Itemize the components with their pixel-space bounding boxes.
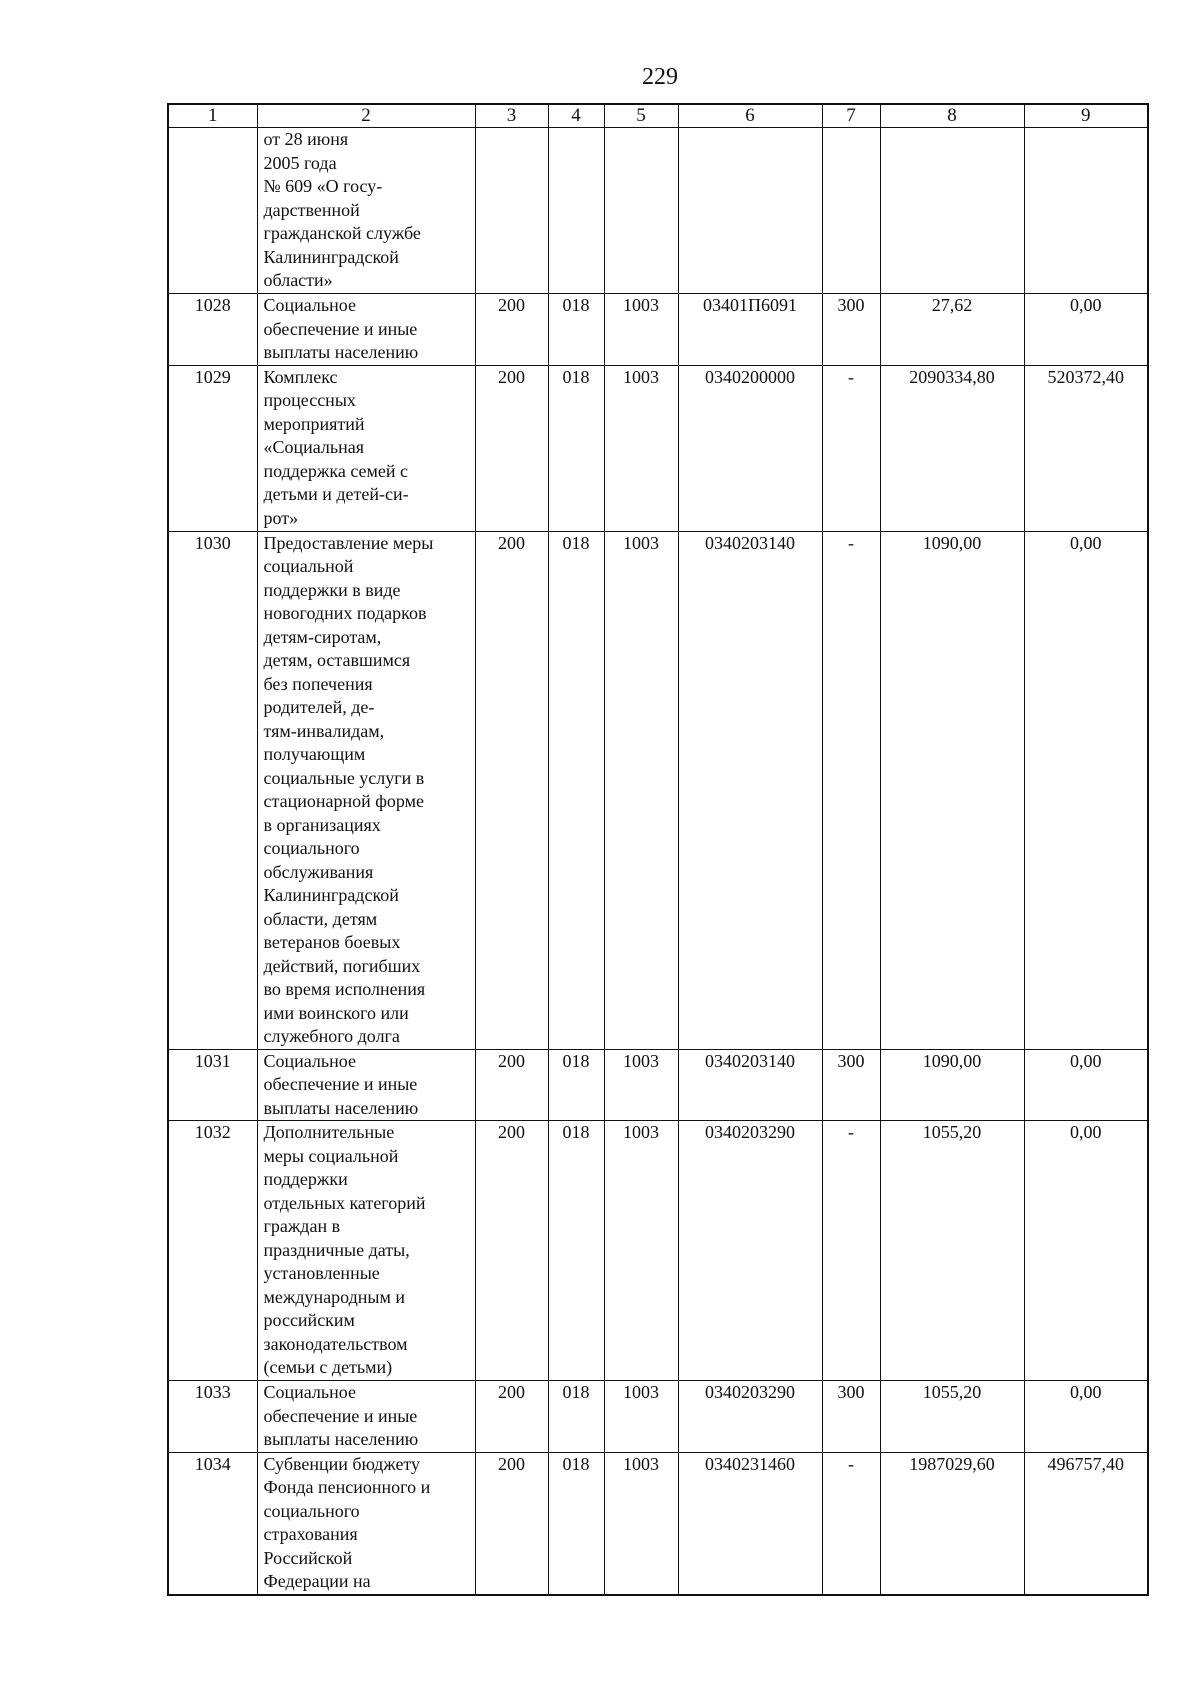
cell-col4: [548, 128, 604, 294]
cell-col7: -: [822, 1452, 880, 1595]
table-row: [168, 365, 1148, 531]
column-header: 3: [475, 104, 548, 128]
cell-col9: 520372,40: [1024, 365, 1148, 531]
row-name: Субвенции бюджету Фонда пенсионного и социального страхования Российской Федерации на: [257, 1452, 475, 1595]
cell-col8: 1090,00: [880, 531, 1024, 1049]
cell-col5: [604, 128, 678, 294]
cell-col7: -: [822, 531, 880, 1049]
cell-col9: 496757,40: [1024, 1452, 1148, 1595]
cell-col6: 0340203140: [678, 531, 822, 1049]
row-number: [168, 128, 257, 294]
cell-col7: -: [822, 1121, 880, 1381]
column-header: 5: [604, 104, 678, 128]
cell-col7: 300: [822, 1381, 880, 1453]
cell-col5: 1003: [604, 1381, 678, 1453]
cell-col5: 1003: [604, 1049, 678, 1121]
cell-col5: 1003: [604, 294, 678, 366]
cell-col9: 0,00: [1024, 1049, 1148, 1121]
cell-col4: 018: [548, 1452, 604, 1595]
cell-col6: 0340203140: [678, 1049, 822, 1121]
cell-col9: [1024, 128, 1148, 294]
page-number: 229: [642, 64, 678, 90]
row-name: Социальное обеспечение и иные выплаты населению: [257, 1381, 475, 1453]
row-number: 1032: [168, 1121, 257, 1381]
cell-col6: 0340231460: [678, 1452, 822, 1595]
table-row: [168, 1121, 1148, 1381]
table-row: [168, 1381, 1148, 1453]
row-name: Предоставление меры социальной поддержки в виде новогодних подарков детям-сиротам, детям, оставшимся без попечения родителей, де- тям-инвалидам, получающим социальные услуги в стационарной форме в организациях социального обслуживания Калининградской области, детям ветеранов боевых действий, погибших во время исполнения ими воинского или служебного долга: [257, 531, 475, 1049]
column-header: 7: [822, 104, 880, 128]
cell-col3: 200: [475, 294, 548, 366]
cell-col8: 1055,20: [880, 1121, 1024, 1381]
row-number: 1031: [168, 1049, 257, 1121]
cell-col3: 200: [475, 1452, 548, 1595]
cell-col6: 0340200000: [678, 365, 822, 531]
row-number: 1034: [168, 1452, 257, 1595]
column-header: 4: [548, 104, 604, 128]
row-number: 1029: [168, 365, 257, 531]
cell-col7: [822, 128, 880, 294]
cell-col9: 0,00: [1024, 531, 1148, 1049]
cell-col8: 1090,00: [880, 1049, 1024, 1121]
row-number: 1030: [168, 531, 257, 1049]
budget-table: [167, 103, 1149, 1596]
cell-col4: 018: [548, 294, 604, 366]
cell-col7: -: [822, 365, 880, 531]
cell-col9: 0,00: [1024, 294, 1148, 366]
cell-col6: 0340203290: [678, 1121, 822, 1381]
cell-col7: 300: [822, 294, 880, 366]
table-row: [168, 1452, 1148, 1595]
table-row: [168, 128, 1148, 294]
cell-col3: 200: [475, 531, 548, 1049]
column-header: 8: [880, 104, 1024, 128]
row-name: от 28 июня 2005 года № 609 «О госу- дарственной гражданской службе Калининградской области»: [257, 128, 475, 294]
cell-col4: 018: [548, 1121, 604, 1381]
row-number: 1028: [168, 294, 257, 366]
cell-col3: 200: [475, 1381, 548, 1453]
row-name: Социальное обеспечение и иные выплаты населению: [257, 1049, 475, 1121]
row-name: Комплекс процессных мероприятий «Социальная поддержка семей с детьми и детей-си- рот»: [257, 365, 475, 531]
column-header: 1: [168, 104, 257, 128]
column-header: 2: [257, 104, 475, 128]
row-name: Дополнительные меры социальной поддержки отдельных категорий граждан в праздничные даты, установленные международным и российским законодательством (семьи с детьми): [257, 1121, 475, 1381]
table-row: [168, 1049, 1148, 1121]
cell-col3: 200: [475, 1121, 548, 1381]
cell-col3: 200: [475, 1049, 548, 1121]
row-name: Социальное обеспечение и иные выплаты населению: [257, 294, 475, 366]
cell-col9: 0,00: [1024, 1121, 1148, 1381]
row-number: 1033: [168, 1381, 257, 1453]
cell-col5: 1003: [604, 531, 678, 1049]
cell-col8: 1055,20: [880, 1381, 1024, 1453]
cell-col5: 1003: [604, 1452, 678, 1595]
cell-col6: 03401П6091: [678, 294, 822, 366]
cell-col3: [475, 128, 548, 294]
cell-col4: 018: [548, 365, 604, 531]
cell-col9: 0,00: [1024, 1381, 1148, 1453]
cell-col4: 018: [548, 1381, 604, 1453]
column-header: 9: [1024, 104, 1148, 128]
column-header: 6: [678, 104, 822, 128]
cell-col8: 1987029,60: [880, 1452, 1024, 1595]
table-row: [168, 294, 1148, 366]
cell-col8: 27,62: [880, 294, 1024, 366]
cell-col5: 1003: [604, 1121, 678, 1381]
cell-col8: 2090334,80: [880, 365, 1024, 531]
cell-col3: 200: [475, 365, 548, 531]
cell-col4: 018: [548, 1049, 604, 1121]
cell-col4: 018: [548, 531, 604, 1049]
cell-col6: 0340203290: [678, 1381, 822, 1453]
cell-col6: [678, 128, 822, 294]
cell-col5: 1003: [604, 365, 678, 531]
cell-col7: 300: [822, 1049, 880, 1121]
column-header-row: [168, 104, 1148, 128]
cell-col8: [880, 128, 1024, 294]
table-row: [168, 531, 1148, 1049]
